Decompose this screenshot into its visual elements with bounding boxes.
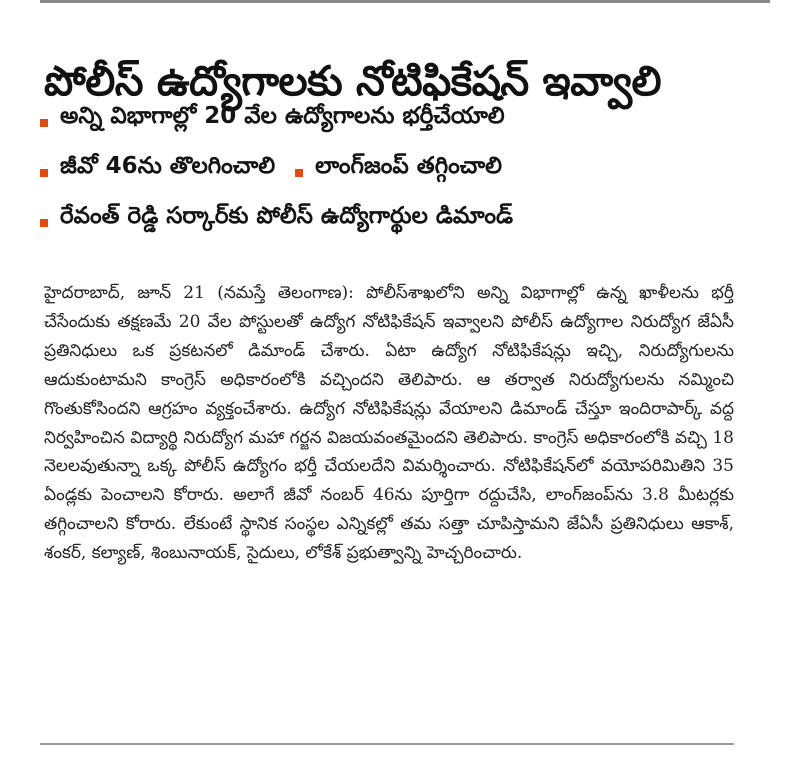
subheads	[40, 94, 770, 244]
top-divider	[40, 0, 770, 3]
subhead-row-2	[40, 144, 770, 194]
subhead-text: లాంగ్‌జంప్ తగ్గించాలి	[315, 153, 502, 179]
square-bullet-icon	[40, 219, 48, 227]
square-bullet-icon	[40, 169, 48, 177]
article-body: హైదరాబాద్, జూన్ 21 (నమస్తే తెలంగాణ): పోలీస్‌శాఖలోని అన్ని విభాగాల్లో ఉన్న ఖాళీలను భర్తీ చేసేందుకు తక్షణమే 20 వేల పోస్టులతో ఉద్యోగ నోటిఫికేషన్ ఇవ్వాలని పోలీస్ ఉద్యోగాల నిరుద్యోగ జేఏసీ ప్రతినిధులు ఒక ప్రకటనలో డిమాండ్ చేశారు. ఏటా ఉద్యోగ నోటిఫికేషన్లు ఇచ్చి, నిరుద్యోగులను ఆదుకుంటామని కాంగ్రెస్ అధికారంలోకి వచ్చిందని తెలిపారు. ఆ తర్వాత నిరుద్యోగులను నమ్మించి గొంతుకోసిందని ఆగ్రహం వ్యక్తంచేశారు. ఉద్యోగ నోటిఫికేషన్లు వేయాలని డిమాండ్ చేస్తూ ఇందిరాపార్క్ వద్ద నిర్వహించిన విద్యార్థి నిరుద్యోగ మహా గర్జన విజయవంతమైందని తెలిపారు. కాంగ్రెస్ అధికారంలోకి వచ్చి 18 నెలలవుతున్నా ఒక్క పోలీస్ ఉద్యోగం భర్తీ చేయలదేని విమర్శించారు. నోటిఫికేషన్‌లో వయోపరిమితిని 35 ఏండ్లకు పెంచాలని కోరారు. అలాగే జీవో నంబర్ 46ను పూర్తిగా రద్దుచేసి, లాంగ్‌జంప్‌ను 3.8 మీటర్లకు తగ్గించాలని కోరారు. లేకుంటే స్థానిక సంస్థల ఎన్నికల్లో తమ సత్తా చూపిస్తామని జేఏసీ ప్రతినిధులు ఆకాశ్, శంకర్, కల్యాణ్, శింబునాయక్, సైదులు, లోకేశ్ ప్రభుత్వాన్ని హెచ్చరించారు.	[44, 283, 734, 564]
subhead-text: జీవో 46ను తొలగించాలి	[60, 153, 276, 179]
subhead-row-1	[40, 94, 770, 144]
subhead-row-3	[40, 194, 770, 244]
article-headline: పోలీస్ ఉద్యోగాలకు నోటిఫికేషన్ ఇవ్వాలి	[44, 57, 662, 106]
square-bullet-icon	[295, 169, 303, 177]
bottom-divider	[40, 743, 734, 745]
subhead-item	[40, 153, 275, 185]
subhead-item	[40, 203, 513, 235]
subhead-text: అన్ని విభాగాల్లో 20 వేల ఉద్యోగాలను భర్తీచేయాలి	[60, 103, 505, 129]
subhead-item	[295, 153, 502, 185]
square-bullet-icon	[40, 119, 48, 127]
subhead-item	[40, 103, 505, 135]
subhead-text: రేవంత్ రెడ్డి సర్కార్‌కు పోలీస్ ఉద్యోగార్థుల డిమాండ్	[60, 203, 514, 229]
